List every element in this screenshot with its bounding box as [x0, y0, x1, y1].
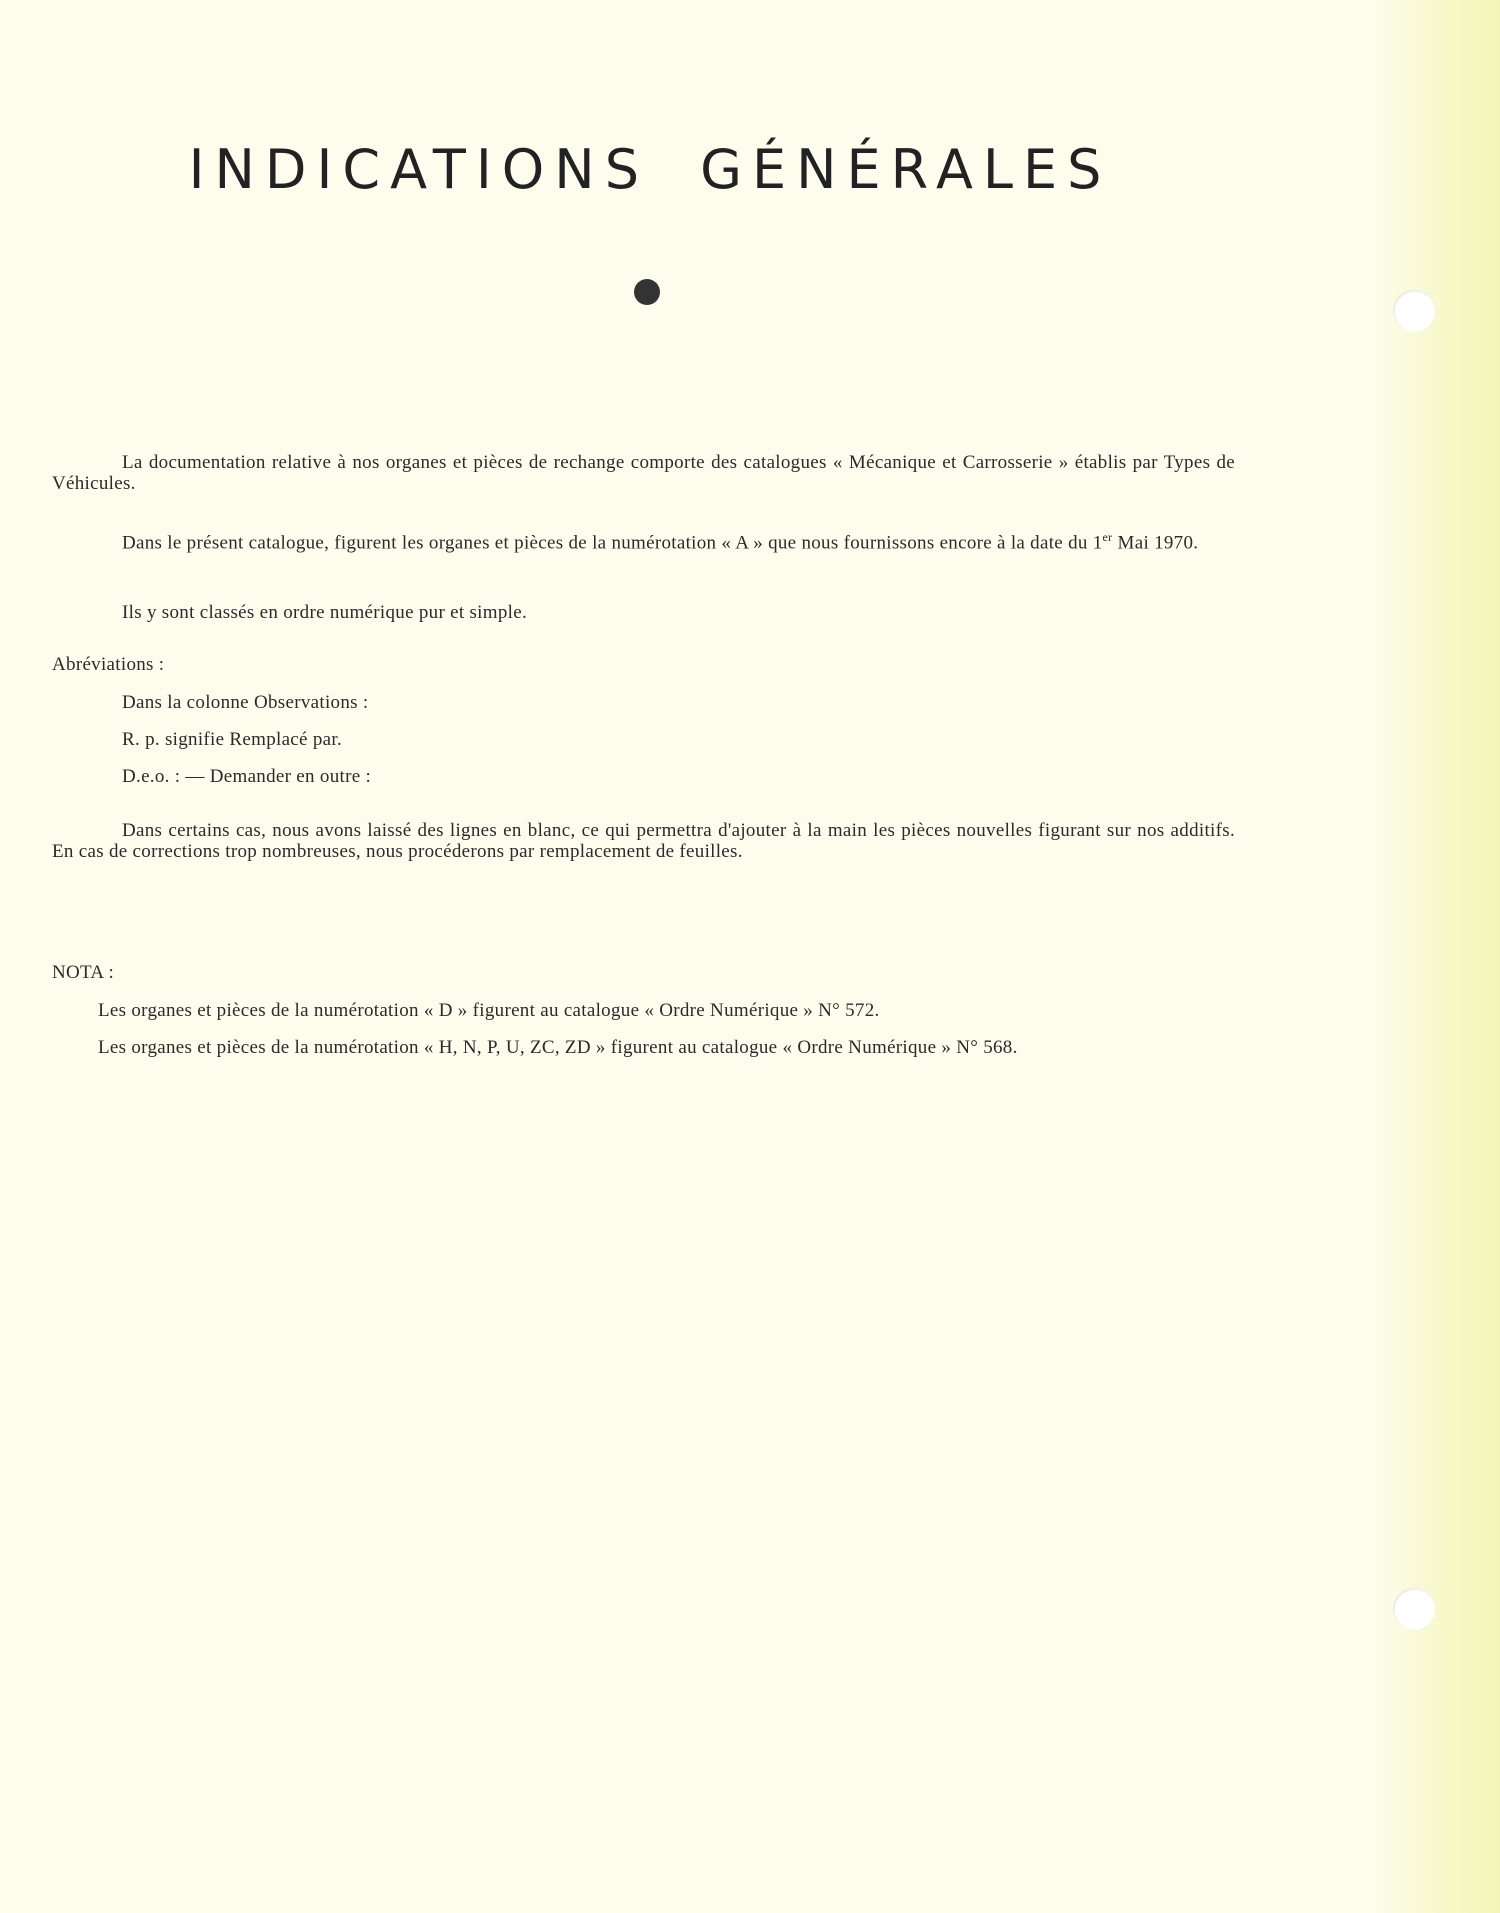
abbreviation-rp: R. p. signifie Remplacé par. — [122, 729, 342, 750]
punch-hole-bottom — [1393, 1588, 1435, 1630]
catalogue-paragraph — [52, 527, 1235, 553]
punch-hole-top — [1393, 290, 1435, 332]
page-edge-tint — [1370, 0, 1500, 1913]
blank-lines-paragraph: Dans certains cas, nous avons laissé des lignes en blanc, ce qui permettra d'ajouter à la main les pièces nouvelles figurant sur nos additifs. En cas de corrections trop nombreuses, nous procéderons par remplacement de feuilles. — [52, 820, 1235, 862]
abbreviation-deo: D.e.o. : — Demander en outre : — [122, 766, 372, 787]
nota-line-1: Les organes et pièces de la numérotation « D » figurent au catalogue « Ordre Numérique » N° 572. — [98, 1000, 880, 1021]
catalogue-date: Mai 1970. — [1112, 532, 1199, 554]
intro-paragraph: La documentation relative à nos organes et pièces de rechange comporte des catalogues « Mécanique et Carrosserie » établis par Types de Véhicules. — [52, 452, 1235, 494]
classement-paragraph: Ils y sont classés en ordre numérique pur et simple. — [122, 602, 528, 623]
nota-heading: NOTA : — [52, 962, 115, 983]
catalogue-superscript: er — [1102, 530, 1113, 544]
abbreviations-column: Dans la colonne Observations : — [122, 692, 369, 713]
catalogue-text: Dans le présent catalogue, figurent les organes et pièces de la numérotation « A » que nous fournissons encore à la date du 1 — [122, 532, 1103, 554]
nota-line-2: Les organes et pièces de la numérotation « H, N, P, U, ZC, ZD » figurent au catalogue « Ordre Numérique » N° 568. — [98, 1037, 1018, 1058]
page-title: INDICATIONS GÉNÉRALES — [188, 138, 1112, 201]
abbreviations-heading: Abréviations : — [52, 654, 165, 675]
bullet-dot — [634, 279, 660, 305]
